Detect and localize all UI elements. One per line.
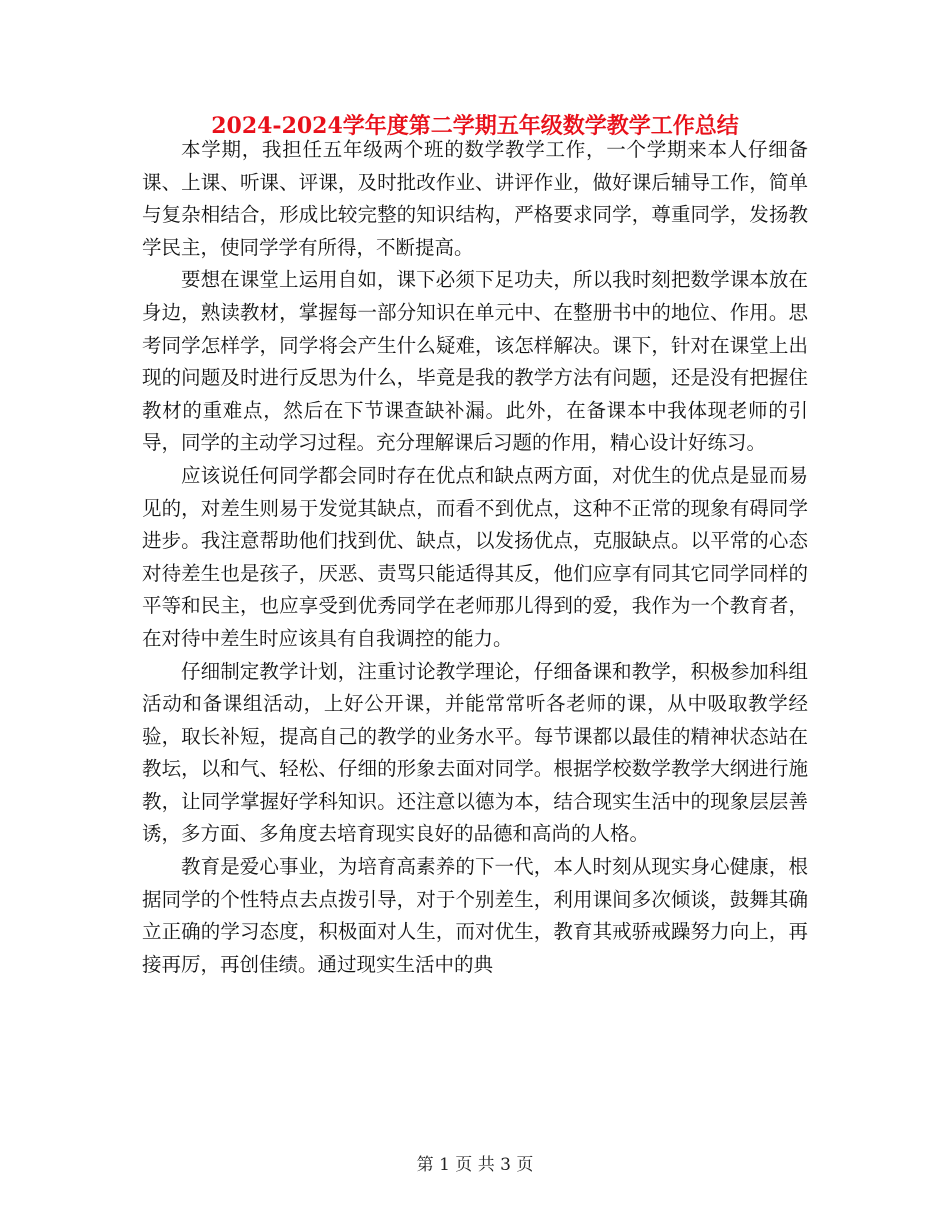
paragraph-5: 教育是爱心事业，为培育高素养的下一代，本人时刻从现实身心健康，根据同学的个性特点去点拨引导，对于个别差生，利用课间多次倾谈，鼓舞其确立正确的学习态度，积极面对人生，而对优生，教育其戒骄戒躁努力向上，再接再厉，再创佳绩。通过现实生活中的典 [142, 855, 808, 976]
document-body [142, 134, 808, 981]
paragraph-2: 要想在课堂上运用自如，课下必须下足功夫，所以我时刻把数学课本放在身边，熟读教材，掌握每一部分知识在单元中、在整册书中的地位、作用。思考同学怎样学，同学将会产生什么疑难，该怎样解决。课下，针对在课堂上出现的问题及时进行反思为什么，毕竟是我的教学方法有问题，还是没有把握住教材的重难点，然后在下节课查缺补漏。此外，在备课本中我体现老师的引导，同学的主动学习过程。充分理解课后习题的作用，精心设计好练习。 [142, 268, 808, 455]
paragraph-3: 应该说任何同学都会同时存在优点和缺点两方面，对优生的优点是显而易见的，对差生则易于发觉其缺点，而看不到优点，这种不正常的现象有碍同学进步。我注意帮助他们找到优、缺点，以发扬优点，克服缺点。以平常的心态对待差生也是孩子，厌恶、责骂只能适得其反，他们应享有同其它同学同样的平等和民主，也应享受到优秀同学在老师那儿得到的爱，我作为一个教育者，在对待中差生时应该具有自我调控的能力。 [142, 463, 808, 650]
page-number-footer: 第 1 页 共 3 页 [416, 1155, 534, 1175]
paragraph-4: 仔细制定教学计划，注重讨论教学理论，仔细备课和教学，积极参加科组活动和备课组活动，上好公开课，并能常常听各老师的课，从中吸取教学经验，取长补短，提高自己的教学的业务水平。每节课都以最佳的精神状态站在教坛，以和气、轻松、仔细的形象去面对同学。根据学校数学教学大纲进行施教，让同学掌握好学科知识。还注意以德为本，结合现实生活中的现象层层善诱，多方面、多角度去培育现实良好的品德和高尚的人格。 [142, 659, 808, 846]
document-title: 2024-2024学年度第二学期五年级数学教学工作总结 [211, 113, 739, 139]
paragraph-1: 本学期，我担任五年级两个班的数学教学工作，一个学期来本人仔细备课、上课、听课、评课，及时批改作业、讲评作业，做好课后辅导工作，简单与复杂相结合，形成比较完整的知识结构，严格要求同学，尊重同学，发扬教学民主，使同学学有所得，不断提高。 [142, 138, 808, 259]
